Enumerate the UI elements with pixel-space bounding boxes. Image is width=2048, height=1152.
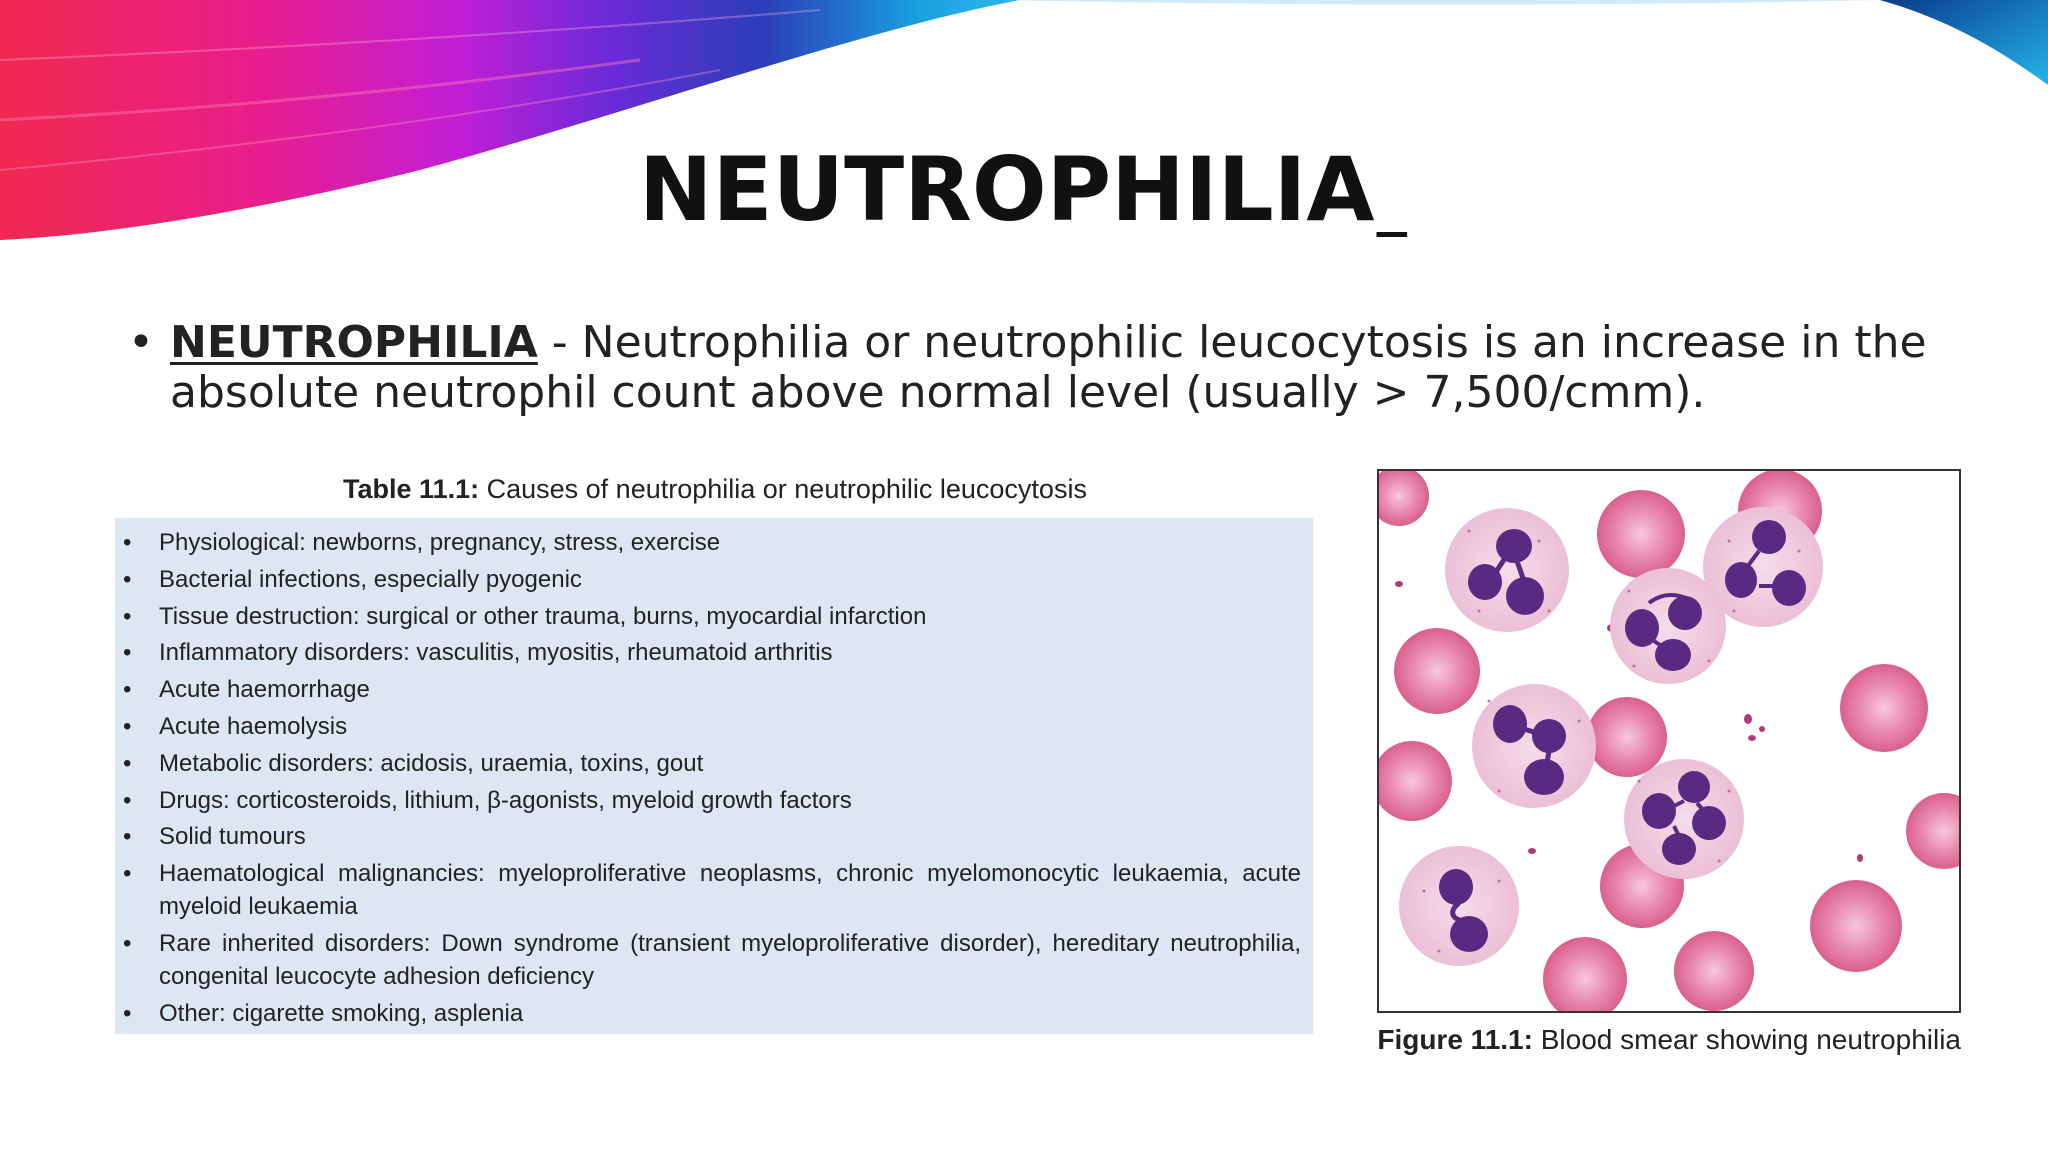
lead-definition: - Neutrophilia or neutrophilic leucocytosis is an increase in the absolute neutrophil count above normal level (usually > 7,500/cmm). [170,317,1927,418]
list-item: • Solid tumours [115,820,1313,853]
list-item: • Tissue destruction: surgical or other trauma, burns, myocardial infarction [115,600,1313,633]
list-item: • Acute haemolysis [115,710,1313,743]
table-caption-text: Causes of neutrophilia or neutrophilic leucocytosis [479,474,1087,504]
list-item: • Other: cigarette smoking, asplenia [115,997,1313,1030]
table-caption [115,474,1315,505]
list-item: • Drugs: corticosteroids, lithium, β-agonists, myeloid growth factors [115,784,1313,817]
neutrophil [1610,568,1726,684]
list-item: • Haematological malignancies: myeloproliferative neoplasms, chronic myelomonocytic leukaemia, acute myeloid leukaemia [115,857,1313,923]
lead-bullet [128,318,1948,418]
table-caption-label: Table 11.1: [343,474,480,504]
blood-smear-figure [1377,469,1961,1013]
figure-caption [1377,1024,1961,1056]
causes-list [115,526,1313,1034]
list-item: • Acute haemorrhage [115,673,1313,706]
slide-title: NEUTROPHILIA [638,138,1375,241]
list-item: • Metabolic disorders: acidosis, uraemia, toxins, gout [115,747,1313,780]
list-item: • Physiological: newborns, pregnancy, stress, exercise [115,526,1313,559]
bullet-dot: • [128,317,154,368]
lead-text [170,318,1948,418]
lead-term: NEUTROPHILIA [170,317,538,368]
figure-caption-text: Blood smear showing neutrophilia [1532,1024,1961,1055]
neutrophil [1399,846,1519,966]
list-item: • Inflammatory disorders: vasculitis, myositis, rheumatoid arthritis [115,636,1313,669]
causes-table [115,518,1313,1034]
list-item: • Rare inherited disorders: Down syndrome (transient myeloproliferative disorder), hereditary neutrophilia, congenital leucocyte adhesion deficiency [115,927,1313,993]
neutrophil [1472,684,1596,808]
list-item: • Bacterial infections, especially pyogenic [115,563,1313,596]
blood-smear-image [1379,471,1959,1011]
neutrophil [1445,508,1569,632]
figure-caption-label: Figure 11.1: [1377,1024,1533,1055]
neutrophil [1624,759,1744,879]
